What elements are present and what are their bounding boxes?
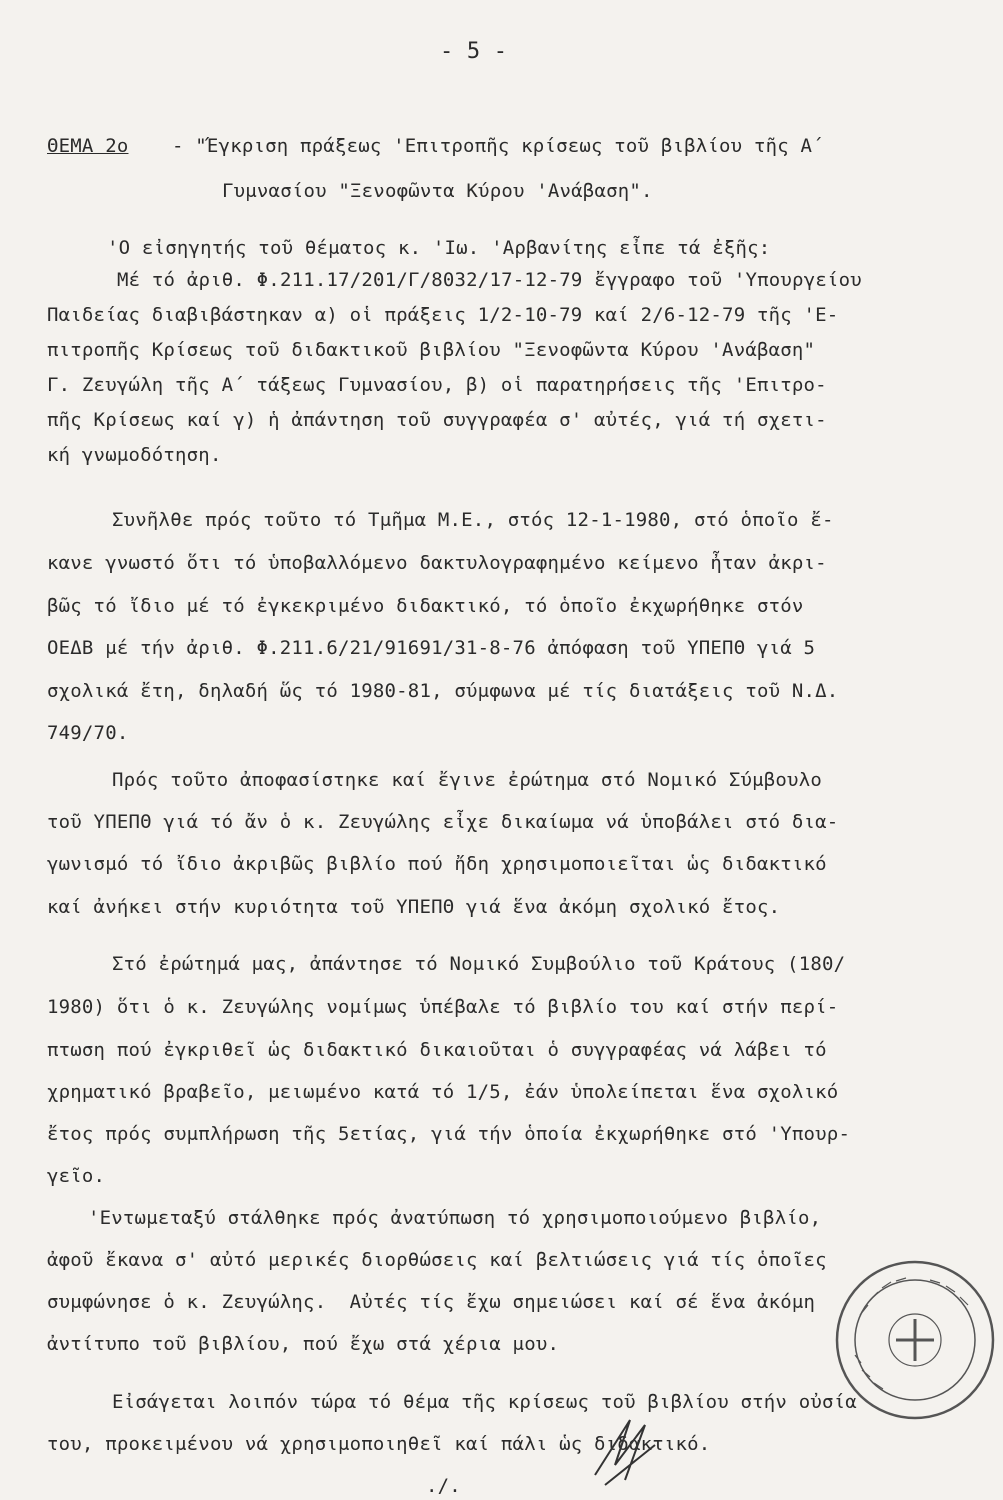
body-line: Γ. Ζευγώλη τῆς Α΄ τάξεως Γυμνασίου, β) οἱ παρατηρήσεις τῆς 'Επιτρο- — [47, 374, 827, 396]
body-line: πτωση πού ἐγκριθεῖ ὡς διδακτικό δικαιοῦται ὁ συγγραφέας νά λάβει τό — [47, 1039, 827, 1061]
body-line: 'Ο εἰσηγητής τοῦ θέματος κ. 'Ιω. 'Αρβανίτης εἶπε τά ἐξῆς: — [107, 237, 771, 259]
body-line: σχολικά ἔτη, δηλαδή ὥς τό 1980-81, σύμφωνα μέ τίς διατάξεις τοῦ Ν.Δ. — [47, 680, 839, 702]
continuation-mark: ./. — [426, 1475, 461, 1497]
body-line: ἀφοῦ ἔκανα σ' αὐτό μερικές διορθώσεις καί βελτιώσεις γιά τίς ὁποῖες — [47, 1249, 827, 1271]
body-line: Στό ἐρώτημά μας, ἀπάντησε τό Νομικό Συμβούλιο τοῦ Κράτους (180/ — [112, 953, 846, 975]
body-line: κή γνωμοδότηση. — [47, 444, 222, 466]
heading-label: ΘΕΜΑ 2ο — [47, 135, 129, 157]
body-line: γωνισμό τό ἴδιο ἀκριβῶς βιβλίο πού ἤδη χρησιμοποιεῖται ὡς διδακτικό — [47, 853, 827, 875]
body-line: βῶς τό ἴδιο μέ τό ἐγκεκριμένο διδακτικό, τό ὁποῖο ἐκχωρήθηκε στόν — [47, 595, 804, 617]
heading-title-line-1: - "Έγκριση πράξεως 'Επιτροπῆς κρίσεως τοῦ βιβλίου τῆς Α΄ — [172, 135, 824, 157]
body-line: συμφώνησε ὁ κ. Ζευγώλης. Αὐτές τίς ἔχω σημειώσει καί σέ ἕνα ἀκόμη — [47, 1291, 816, 1313]
body-line: τοῦ ΥΠΕΠΘ γιά τό ἄν ὁ κ. Ζευγώλης εἶχε δικαίωμα νά ὑποβάλει στό δια- — [47, 811, 839, 833]
body-line: πῆς Κρίσεως καί γ) ἡ ἀπάντηση τοῦ συγγραφέα σ' αὐτές, γιά τή σχετι- — [47, 409, 827, 431]
body-line: Πρός τοῦτο ἀποφασίστηκε καί ἔγινε ἐρώτημα στό Νομικό Σύμβουλο — [112, 769, 822, 791]
handwritten-signature — [585, 1405, 665, 1495]
heading-title-line-2: Γυμνασίου "Ξενοφῶντα Κύρου 'Ανάβαση". — [222, 180, 653, 202]
official-seal-stamp — [830, 1255, 1000, 1425]
body-line: 'Εντωμεταξύ στάλθηκε πρός ἀνατύπωση τό χρησιμοποιούμενο βιβλίο, — [88, 1207, 822, 1229]
body-line: Συνῆλθε πρός τοῦτο τό Τμῆμα Μ.Ε., στός 12-1-1980, στό ὁποῖο ἔ- — [112, 509, 834, 531]
body-line: Εἰσάγεται λοιπόν τώρα τό θέμα τῆς κρίσεως τοῦ βιβλίου στήν οὐσία — [112, 1391, 857, 1413]
page-number: - 5 - — [440, 39, 508, 64]
body-line: χρηματικό βραβεῖο, μειωμένο κατά τό 1/5, ἐάν ὑπολείπεται ἕνα σχολικό — [47, 1081, 839, 1103]
body-line: ἔτος πρός συμπλήρωση τῆς 5ετίας, γιά τήν ὁποία ἐκχωρήθηκε στό 'Υπουρ- — [47, 1123, 851, 1145]
body-line: του, προκειμένου νά χρησιμοποιηθεῖ καί πάλι ὡς διδακτικό. — [47, 1433, 711, 1455]
body-line: Παιδείας διαβιβάστηκαν α) οἱ πράξεις 1/2-10-79 καί 2/6-12-79 τῆς 'Ε- — [47, 304, 839, 326]
body-line: Μέ τό ἀριθ. Φ.211.17/201/Γ/8032/17-12-79 ἔγγραφο τοῦ 'Υπουργείου — [117, 269, 862, 291]
body-line: ἀντίτυπο τοῦ βιβλίου, πού ἔχω στά χέρια μου. — [47, 1333, 560, 1355]
body-line: καί ἀνήκει στήν κυριότητα τοῦ ΥΠΕΠΘ γιά ἕνα ἀκόμη σχολικό ἔτος. — [47, 896, 781, 918]
body-line: κανε γνωστό ὅτι τό ὑποβαλλόμενο δακτυλογραφημένο κείμενο ἦταν ἀκρι- — [47, 552, 827, 574]
body-line: 749/70. — [47, 722, 129, 744]
body-line: γεῖο. — [47, 1165, 106, 1187]
body-line: ΟΕΔΒ μέ τήν ἀριθ. Φ.211.6/21/91691/31-8-76 ἀπόφαση τοῦ ΥΠΕΠΘ γιά 5 — [47, 637, 816, 659]
body-line: πιτροπῆς Κρίσεως τοῦ διδακτικοῦ βιβλίου "Ξενοφῶντα Κύρου 'Ανάβαση" — [47, 339, 816, 361]
body-line: 1980) ὅτι ὁ κ. Ζευγώλης νομίμως ὑπέβαλε τό βιβλίο του καί στήν περί- — [47, 996, 839, 1018]
